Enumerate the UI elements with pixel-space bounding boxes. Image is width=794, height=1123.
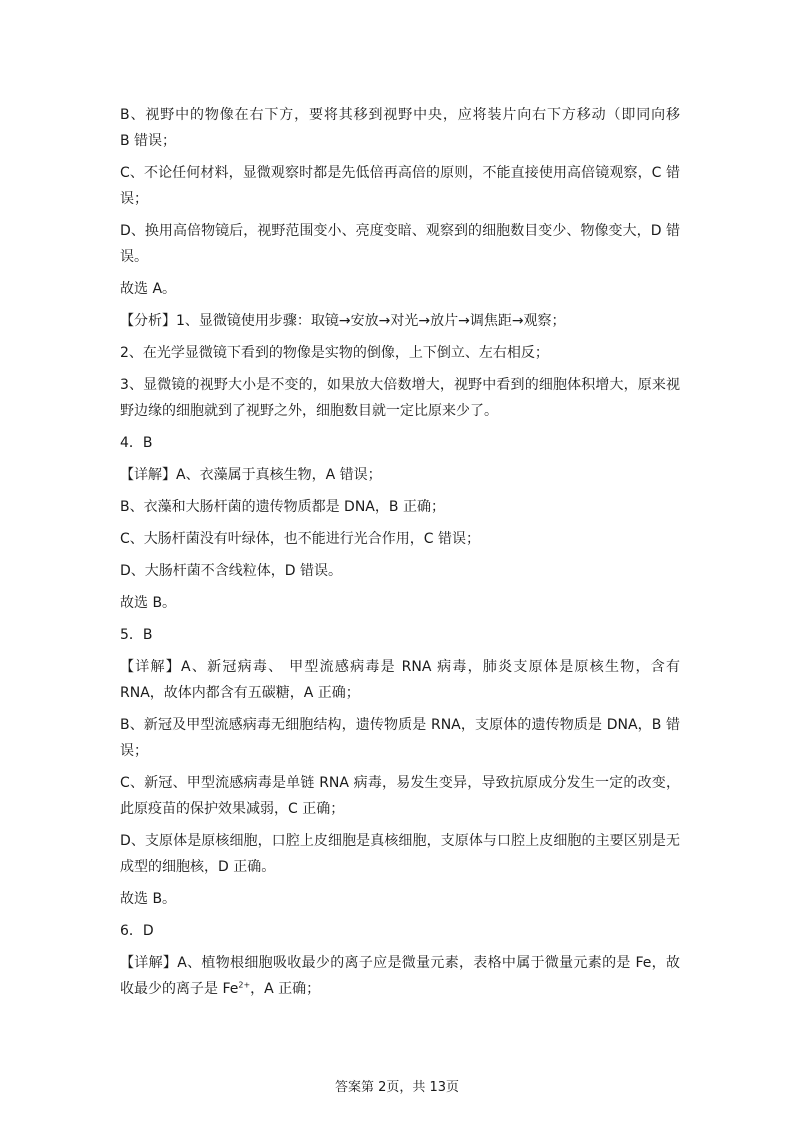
text-line: D、换用高倍物镜后，视野范围变小、亮度变暗、观察到的细胞数目变少、物像变大，D 错 (120, 223, 680, 239)
text-line: 故选 A。 (120, 281, 177, 297)
text-line: B 错误； (120, 133, 177, 149)
text-line: 故选 B。 (120, 891, 177, 907)
text-line: C、不论任何材料，显微观察时都是先低倍再高倍的原则，不能直接使用高倍镜观察，C 错 (120, 165, 680, 181)
text-line: 野边缘的细胞就到了视野之外，细胞数目就一定比原来少了。 (120, 403, 498, 419)
question-number: 4．B (120, 435, 153, 451)
text-line: 误； (120, 743, 148, 759)
text-line: 【详解】A、新冠病毒、 甲型流感病毒是 RNA 病毒，肺炎支原体是原核生物，含有 (120, 659, 680, 675)
text-line: 【详解】A、植物根细胞吸收最少的离子应是微量元素，表格中属于微量元素的是 Fe，故 (120, 955, 680, 971)
text-line: B、视野中的物像在右下方，要将其移到视野中央，应将装片向右下方移动（即同向移 (120, 107, 680, 123)
text-fragment: 收最少的离子是 Fe (120, 981, 239, 997)
text-line: 成型的细胞核，D 正确。 (120, 859, 276, 875)
text-line: 误。 (120, 249, 148, 265)
text-line: 2、在光学显微镜下看到的物像是实物的倒像，上下倒立、左右相反； (120, 345, 549, 361)
answer-text-block (120, 102, 680, 1002)
text-line: 【分析】1、显微镜使用步骤：取镜→安放→对光→放片→调焦距→观察； (120, 313, 566, 329)
text-line: 误； (120, 191, 148, 207)
text-line: 此原疫苗的保护效果减弱，C 正确； (120, 801, 345, 817)
text-line: RNA，故体内都含有五碳糖，A 正确； (120, 685, 360, 701)
text-line-with-superscript (120, 976, 680, 1002)
text-line: D、支原体是原核细胞，口腔上皮细胞是真核细胞，支原体与口腔上皮细胞的主要区别是无 (120, 833, 680, 849)
text-fragment: ，A 正确； (250, 981, 321, 997)
ion-charge-superscript: 2+ (238, 980, 251, 990)
page-footer: 答案第 2页，共 13页 (334, 1080, 460, 1095)
text-line: 3、显微镜的视野大小是不变的，如果放大倍数增大，视野中看到的细胞体积增大，原来视 (120, 377, 680, 393)
question-number: 6．D (120, 923, 154, 939)
text-line: 故选 B。 (120, 595, 177, 611)
text-line: B、衣藻和大肠杆菌的遗传物质都是 DNA，B 正确； (120, 499, 445, 515)
question-number: 5．B (120, 627, 153, 643)
text-line: D、大肠杆菌不含线粒体，D 错误。 (120, 563, 343, 579)
text-line: B、新冠及甲型流感病毒无细胞结构，遗传物质是 RNA，支原体的遗传物质是 DNA，B 错 (120, 717, 680, 733)
text-line: C、大肠杆菌没有叶绿体，也不能进行光合作用，C 错误； (120, 531, 480, 547)
text-line: 【详解】A、衣藻属于真核生物，A 错误； (120, 467, 382, 483)
text-line: C、新冠、甲型流感病毒是单链 RNA 病毒，易发生变异，导致抗原成分发生一定的改变， (120, 775, 680, 791)
